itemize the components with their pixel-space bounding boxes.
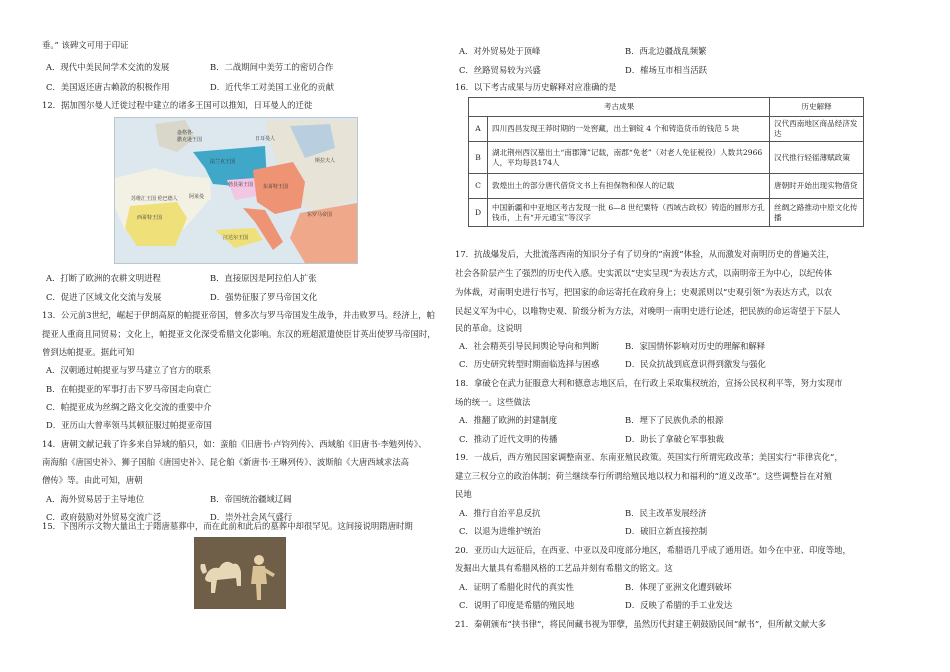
q20-line-1: 20．亚历山大远征后，在西亚、中亚以及印度部分地区，希腊语几乎成了通用语。如今在中亚、印度等地， xyxy=(455,545,851,555)
q21-stem: 21．秦朝颁布“挟书律”，将民间藏书视为罪孽，虽然历代封建王朝鼓励民间“献书”，但所献文献大多 xyxy=(455,619,827,629)
svg-text:阿莱曼: 阿莱曼 xyxy=(189,194,205,200)
q13-option-d: D．亚历山大曾率领马其顿征服过帕提亚帝国 xyxy=(46,420,212,430)
q11-option-d: D．近代华工对美国工业化的贡献 xyxy=(210,82,334,92)
svg-text:东罗马帝国: 东罗马帝国 xyxy=(307,212,333,218)
q18-option-d: D．助长了拿破仑军事独裁 xyxy=(625,434,724,444)
q19-option-d: D．破旧立新直接控制 xyxy=(625,526,708,536)
q11-option-c: C．美国返还唐古赖款的积极作用 xyxy=(46,82,170,92)
q19-line-3: 民地 xyxy=(455,489,472,499)
q14-option-c: C．政府鼓励对外贸易交流广泛 xyxy=(46,512,162,522)
q19-line-2: 建立三权分立的政治体制；荷兰继续奉行所谓给殖民地以权力和福利的“道义改革”。这些调整旨在对殖 xyxy=(455,471,833,481)
q15-option-b: B．西北边疆战乱频繁 xyxy=(625,46,707,56)
table-row xyxy=(469,142,864,174)
q11-tail: 垂。” 该碑文可用于印证 xyxy=(42,40,129,50)
svg-text:日耳曼人: 日耳曼人 xyxy=(255,136,276,142)
svg-text:东哥特王国: 东哥特王国 xyxy=(263,184,289,190)
q15-option-c: C．丝路贸易较为兴盛 xyxy=(459,65,541,75)
q13-option-c: C．帕提亚成为丝绸之路文化交流的重要中介 xyxy=(46,402,212,412)
table-header-find: 考古成果 xyxy=(469,98,770,117)
q18-option-c: C．推动了近代文明的传播 xyxy=(459,434,558,444)
q20-option-d: D．反映了希腊的手工业发达 xyxy=(625,600,733,610)
svg-text:盎格鲁·: 盎格鲁· xyxy=(177,130,194,136)
q15-stem: 15．下图所示文物大量出土于隋唐墓葬中，而在此前和此后的墓葬中却很罕见。这间接说明隋唐时期 xyxy=(42,521,413,531)
camel-figurine-photo xyxy=(194,537,286,609)
q17-line-4: 民起义军为中心，以唯物史观、阶级分析为方法，对晚明一南明史进行论述，把民族的命运寄望于下层人 xyxy=(455,306,841,316)
row-interp: 唐朝时开始出现实物借贷 xyxy=(770,174,864,199)
table-row xyxy=(469,117,864,142)
q12-option-b: B．直接原因是阿拉伯人扩张 xyxy=(210,273,317,283)
q14-line-2: 南海舶《唐国史补》、狮子国舶《唐国史补》、昆仑舶《新唐书·王琳列传》、波斯舶《大唐西域求法高 xyxy=(42,457,409,467)
q13-option-b: B．在帕提亚的军事打击下罗马帝国走向衰亡 xyxy=(46,384,212,394)
migration-map xyxy=(114,117,358,264)
table-row xyxy=(469,199,864,227)
q18-option-a: A．推翻了欧洲的封建制度 xyxy=(459,415,558,425)
q13-line-3: 曾到达帕提亚。据此可知 xyxy=(42,347,135,357)
row-interp: 汉代推行轻徭薄赋政策 xyxy=(770,142,864,174)
q14-option-d: D．崇外社会风气盛行 xyxy=(210,512,293,522)
q15-option-a: A．对外贸易处于顶峰 xyxy=(459,46,541,56)
table-header-row xyxy=(469,98,864,117)
svg-text:汪达尔王国: 汪达尔王国 xyxy=(223,235,249,241)
q17-line-5: 民的革命。这说明 xyxy=(455,323,522,333)
q13-option-a: A．汉朝通过帕提亚与罗马建立了官方的联系 xyxy=(46,365,212,375)
q14-line-3: 僧传》等。由此可知，唐朝 xyxy=(42,475,143,485)
row-key: D xyxy=(469,199,488,227)
row-key: A xyxy=(469,117,488,142)
q19-option-c: C．以退为进维护统治 xyxy=(459,526,541,536)
q18-option-b: B．埋下了民族仇杀的根源 xyxy=(625,415,724,425)
q12-option-c: C．促进了区域文化交流与发展 xyxy=(46,292,162,302)
q14-line-1: 14．唐朝文献记载了许多来自异域的船只，如：蛮舶《旧唐书·卢钧列传》、西域舶《旧唐书·李勉列传》、 xyxy=(42,439,427,449)
q16-stem: 16．以下考古成果与历史解释对应准确的是 xyxy=(455,82,617,92)
svg-text:苏维汇王国 伦巴德人: 苏维汇王国 伦巴德人 xyxy=(131,196,178,202)
row-interp: 汉代西南地区商品经济发达 xyxy=(770,117,864,142)
q11-option-a: A．现代中美民间学术交流的发展 xyxy=(46,62,170,72)
q17-option-b: B．家国情怀影响对历史的理解和解释 xyxy=(625,341,766,351)
q17-line-3: 为体裁，对南明史进行书写，把国家的命运寄托在政府身上；史观派则以“史观引领”为表达方式，以农 xyxy=(455,287,833,297)
q12-option-d: D．强势征服了罗马帝国文化 xyxy=(210,292,318,302)
q12-stem: 12．据加图尔曼人迁徙过程中建立的诸多王国可以推知，日耳曼人的迁徙 xyxy=(42,100,313,110)
q17-option-d: D．民众抗战到底意识得到激发与强化 xyxy=(625,359,766,369)
row-interp: 丝绸之路推动中原文化传播 xyxy=(770,199,864,227)
q14-option-b: B．帝国统治疆域辽阔 xyxy=(210,494,292,504)
q18-line-2: 场的统一。这些做法 xyxy=(455,397,531,407)
archaeology-table xyxy=(468,97,864,227)
q17-option-c: C．历史研究转型时期面临选择与困惑 xyxy=(459,359,600,369)
q14-option-a: A．海外贸易居于主导地位 xyxy=(46,494,145,504)
q19-option-a: A．推行自治平息反抗 xyxy=(459,508,541,518)
q11-option-b: B．二战期间中美劳工的密切合作 xyxy=(210,62,334,72)
q15-option-d: D．榷场互市相当活跃 xyxy=(625,65,708,75)
table-header-interp: 历史解释 xyxy=(770,98,864,117)
row-key: B xyxy=(469,142,488,174)
svg-text:法兰克王国: 法兰克王国 xyxy=(210,159,236,165)
q20-option-c: C．说明了印度是希腊的殖民地 xyxy=(459,600,575,610)
svg-text:斯拉夫人: 斯拉夫人 xyxy=(315,158,336,164)
q20-line-2: 发掘出大量具有希腊风格的工艺品并刻有希腊文的铭文。这 xyxy=(455,563,673,573)
q12-option-a: A．打断了欧洲的农耕文明进程 xyxy=(46,273,161,283)
q19-line-1: 19．一战后，西方殖民国家调整南亚、东南亚殖民政策。英国实行所谓宪政改革；美国实行“菲律宾化”， xyxy=(455,452,843,462)
table-row xyxy=(469,174,864,199)
q13-line-2: 提亚人重商且同贸易；文化上，帕提亚文化深受希腊文化影响。东汉的班超派遣使臣甘英出使罗马帝国时， xyxy=(42,329,436,339)
q18-line-1: 18．拿破仑在武力征服意大利和德意志地区后，在行政上采取集权统治，宣扬公民权利平等，努力实现市 xyxy=(455,378,843,388)
row-find: 敦煌出土的部分唐代借贷文书上有担保物和保人的记载 xyxy=(488,174,770,199)
row-find: 中国新疆和中亚地区考古发现一批 6—8 世纪粟特（西域古政权）铸造的圆形方孔钱币，上有“开元通宝”等汉字 xyxy=(488,199,770,227)
svg-text:撒克逊王国: 撒克逊王国 xyxy=(177,137,203,143)
q20-option-a: A．证明了希腊化时代的真实性 xyxy=(459,582,574,592)
q17-option-a: A．社会精英引导民间舆论导向和判断 xyxy=(459,341,600,351)
row-find: 湖北荆州西汉墓出土“南郡簿”记载，南郡“免老”（对老人免征税役）人数共2966人，平均每县174人 xyxy=(488,142,770,174)
q20-option-b: B．体现了亚洲文化遭到破坏 xyxy=(625,582,732,592)
q19-option-b: B．民主改革发展经济 xyxy=(625,508,707,518)
q13-line-1: 13．公元前3世纪，崛起于伊朗高原的帕提亚帝国，曾多次与罗马帝国发生战争，并击败罗马。经济上，帕 xyxy=(42,310,435,320)
svg-text:勃艮第王国: 勃艮第王国 xyxy=(228,182,254,188)
svg-text:西哥特王国: 西哥特王国 xyxy=(137,215,163,221)
row-key: C xyxy=(469,174,488,199)
row-find: 四川西昌发现王莽时期的一处窖藏，出土铜锭 4 个和铸造货币的钱范 5 块 xyxy=(488,117,770,142)
q17-line-1: 17．抗战爆发后，大批流落西南的知识分子有了切身的“南渡”体验，从而激发对南明历史的普遍关注， xyxy=(455,249,835,259)
q17-line-2: 社会各阶层产生了强烈的历史代入感。史实派以“史实呈现”为表达方式，以南明帝王为中心，以纪传体 xyxy=(455,268,833,278)
